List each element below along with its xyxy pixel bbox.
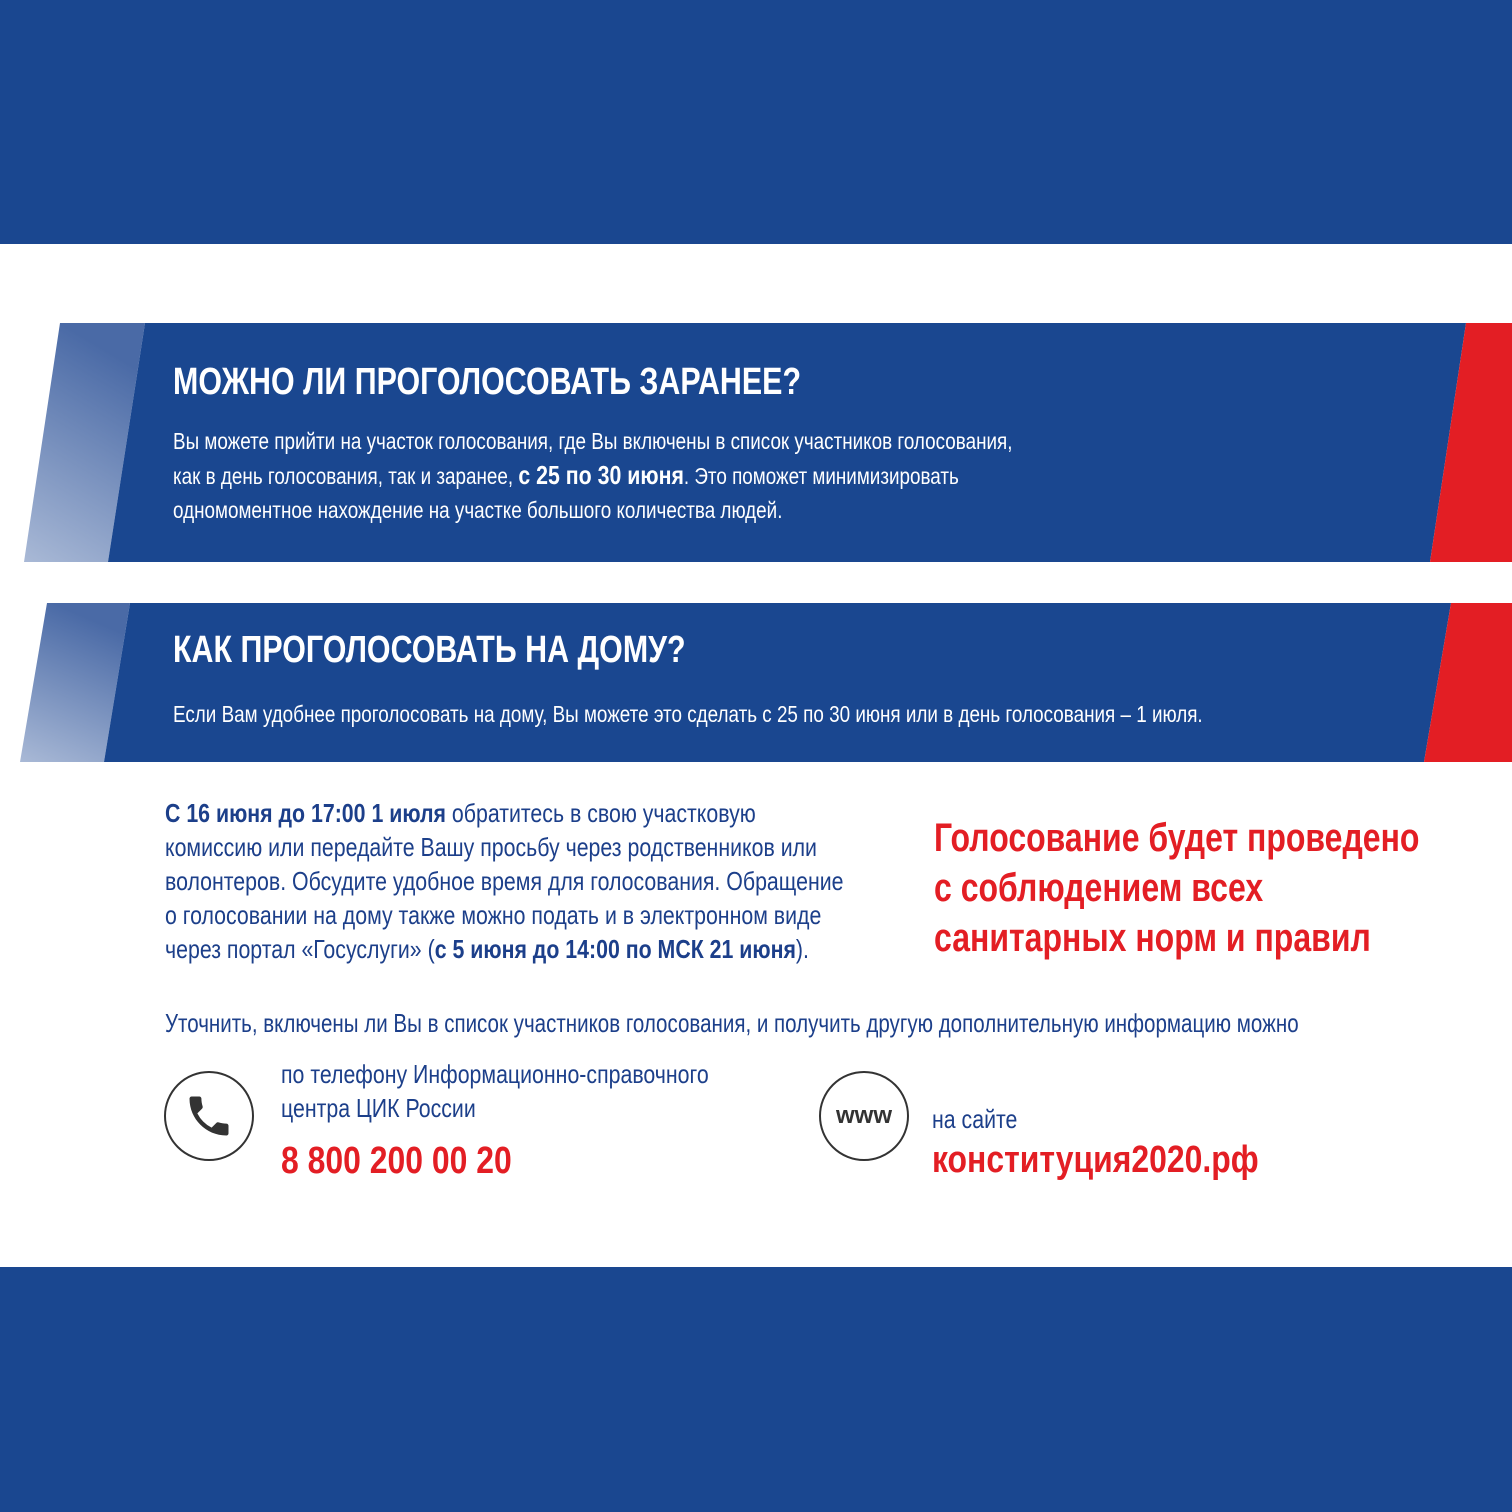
info-line: Уточнить, включены ли Вы в список участников голосования, и получить другую дополнительную информацию можно bbox=[165, 1008, 1299, 1038]
website-link[interactable]: конституция2020.рф bbox=[932, 1139, 1259, 1181]
globe-www-icon bbox=[819, 1071, 909, 1161]
bottom-blue-band bbox=[0, 1267, 1512, 1512]
sanitary-notice: Голосование будет проведено с соблюдением всех санитарных норм и правил bbox=[934, 816, 1420, 960]
website-label: на сайте bbox=[932, 1104, 1018, 1134]
section-text: Вы можете прийти на участок голосования, где Вы включены в список участников голосования, как в день голосования, так и заранее, с 25 по 30 июня. Это поможет минимизировать одномоментное нахождение на участке большого количества людей. bbox=[173, 428, 1013, 523]
home-voting-paragraph: С 16 июня до 17:00 1 июля обратитесь в свою участковую комиссию или передайте Вашу просьбу через родственников или волонтеров. Обсудите удобное время для голосования. Обращение о голосовании на дому также можно подать и в электронном виде через портал «Госуслуги» (с 5 июня до 14:00 по МСК 21 июня). bbox=[165, 798, 844, 964]
section-text: Если Вам удобнее проголосовать на дому, Вы можете это сделать с 25 по 30 июня или в день голосования – 1 июля. bbox=[173, 701, 1203, 727]
top-blue-band bbox=[0, 0, 1512, 244]
section-title: МОЖНО ЛИ ПРОГОЛОСОВАТЬ ЗАРАНЕЕ? bbox=[173, 361, 802, 403]
phone-label: по телефону Информационно-справочного центра ЦИК России bbox=[281, 1059, 709, 1123]
phone-icon bbox=[164, 1071, 254, 1161]
banner-vote-early bbox=[0, 323, 1512, 562]
banner-background bbox=[0, 603, 1512, 762]
phone-number-link[interactable]: 8 800 200 00 20 bbox=[281, 1140, 512, 1182]
section-title: КАК ПРОГОЛОСОВАТЬ НА ДОМУ? bbox=[173, 629, 686, 671]
www-icon-text: www bbox=[835, 1102, 892, 1129]
banner-vote-at-home bbox=[0, 603, 1512, 762]
